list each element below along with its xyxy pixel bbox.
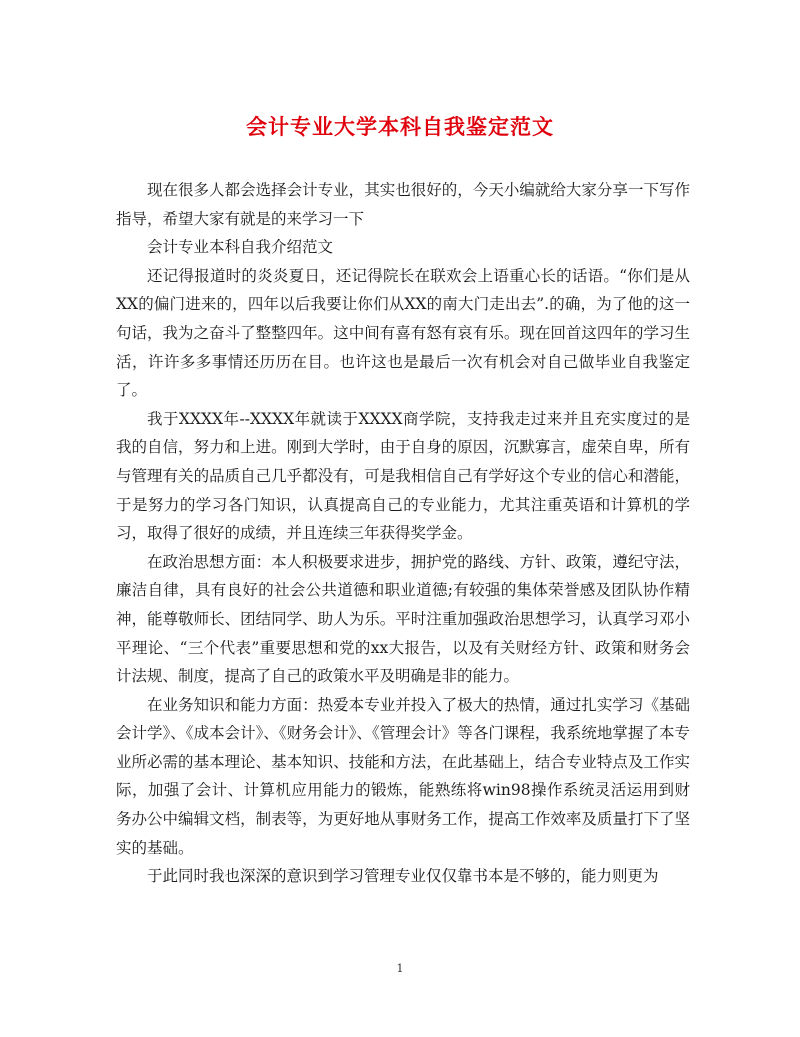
paragraph-continuation: 于此同时我也深深的意识到学习管理专业仅仅靠书本是不够的，能力则更为 bbox=[147, 867, 659, 886]
paragraph-subtitle: 会计专业本科自我介绍范文 bbox=[147, 238, 334, 257]
paragraph-politics: 在政治思想方面：本人积极要求进步，拥护党的路线、方针、政策，遵纪守法，廉洁自律，具有良好的社会公共道德和职业道德;有较强的集体荣誉感及团队协作精神，能尊敬师长、团结同学、助人为乐。平时注重加强政治思想学习，认真学习邓小平理论、“三个代表”重要思想和党的xx大报告，以及有关财经方针、政策和财务会计法规、制度，提高了自己的政策水平及明确是非的能力。 bbox=[116, 552, 690, 686]
paragraph-study: 我于XXXX年--XXXX年就读于XXXX商学院，支持我走过来并且充实度过的是我的自信，努力和上进。刚到大学时，由于自身的原因，沉默寡言，虚荣自卑，所有与管理有关的品质自己几乎都没有，可是我相信自己有学好这个专业的信心和潜能，于是努力的学习各门知识，认真提高自己的专业能力，尤其注重英语和计算机的学习，取得了很好的成绩，并且连续三年获得奖学金。 bbox=[116, 409, 690, 543]
paragraph-professional: 在业务知识和能力方面：热爱本专业并投入了极大的热情，通过扎实学习《基础会计学》、《成本会计》、《财务会计》、《管理会计》等各门课程，我系统地掌握了本专业所必需的基本理论、基本知识、技能和方法，在此基础上，结合专业特点及工作实际，加强了会计、计算机应用能力的锻炼，能熟练将win98操作系统灵活运用到财务办公中编辑文档，制表等，为更好地从事财务工作，提高工作效率及质量打下了坚实的基础。 bbox=[116, 695, 690, 857]
document-body bbox=[116, 176, 690, 891]
paragraph-intro: 现在很多人都会选择会计专业，其实也很好的，今天小编就给大家分享一下写作指导，希望大家有就是的来学习一下 bbox=[116, 181, 690, 228]
document-title: 会计专业大学本科自我鉴定范文 bbox=[246, 114, 554, 139]
page-number: 1 bbox=[396, 962, 404, 975]
paragraph-memory: 还记得报道时的炎炎夏日，还记得院长在联欢会上语重心长的话语。“你们是从XX的偏门进来的，四年以后我要让你们从XX的南大门走出去”.的确，为了他的这一句话，我为之奋斗了整整四年。这中间有喜有怒有哀有乐。现在回首这四年的学习生活，许许多多事情还历历在目。也许这也是最后一次有机会对自己做毕业自我鉴定了。 bbox=[116, 266, 690, 400]
